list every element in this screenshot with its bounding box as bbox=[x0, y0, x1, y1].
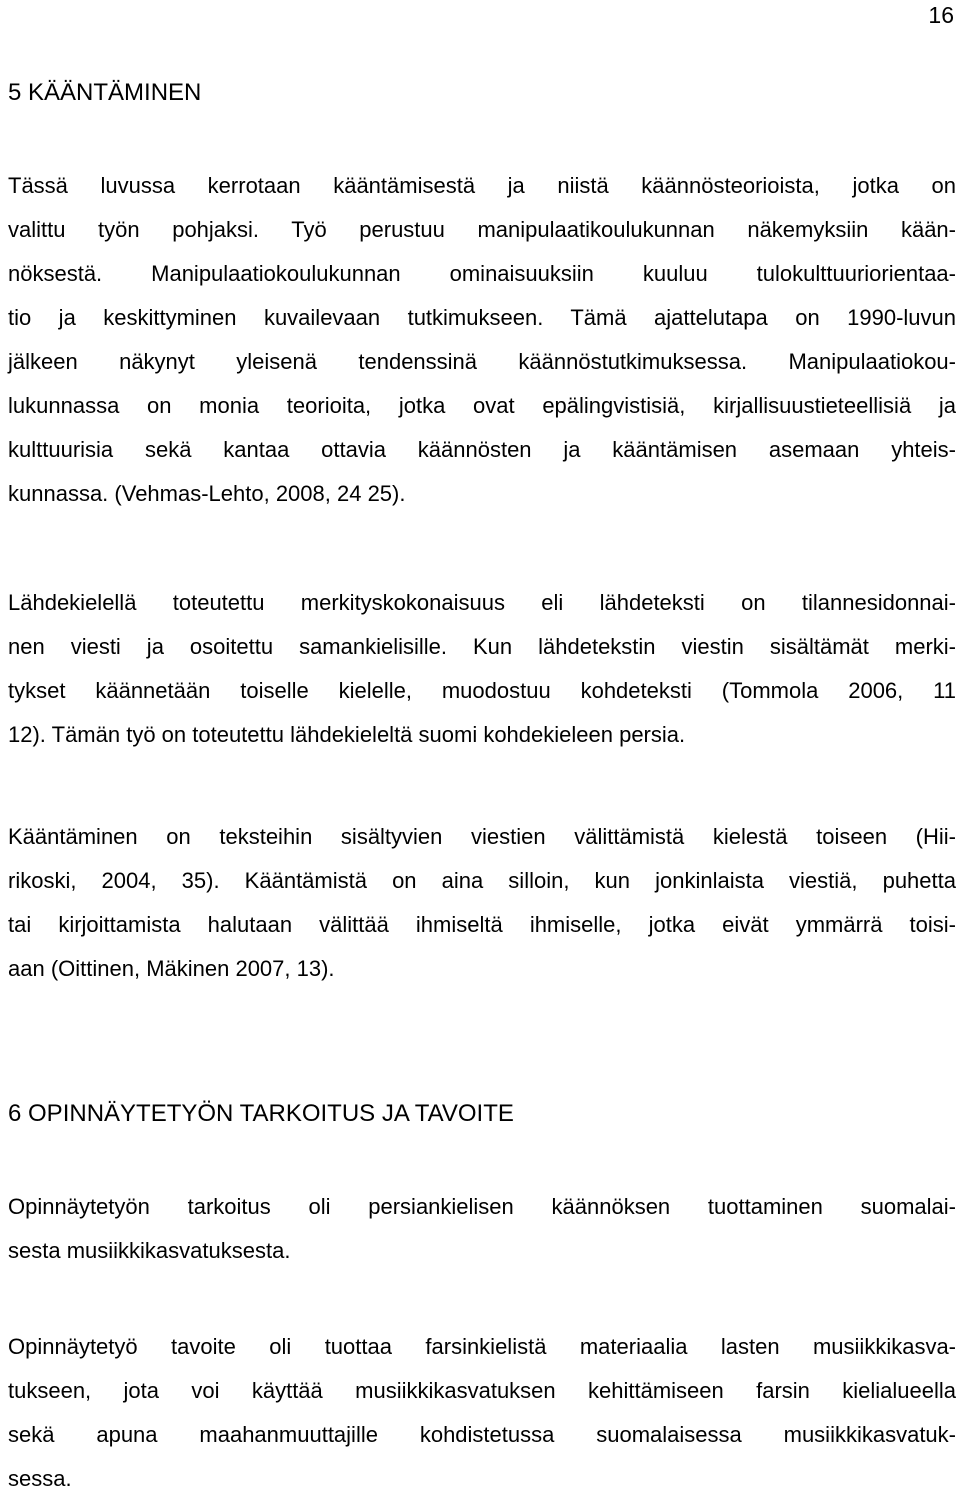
text-line: valittu työn pohjaksi. Työ perustuu manipulaatikoulukunnan näkemyksiin kään- bbox=[8, 217, 956, 242]
section-6-heading: 6 OPINNÄYTETYÖN TARKOITUS JA TAVOITE bbox=[8, 1100, 514, 1127]
text-line: Tässä luvussa kerrotaan kääntämisestä ja niistä käännösteorioista, jotka on bbox=[8, 173, 956, 198]
section-6-paragraph-1 bbox=[8, 1185, 956, 1273]
text-line: Lähdekielellä toteutettu merkityskokonaisuus eli lähdeteksti on tilannesidonnai- bbox=[8, 590, 956, 615]
text-line: sekä apuna maahanmuuttajille kohdistetussa suomalaisessa musiikkikasvatuk- bbox=[8, 1422, 956, 1447]
text-line: Kääntäminen on teksteihin sisältyvien viestien välittämistä kielestä toiseen (Hii- bbox=[8, 824, 956, 849]
text-line: tykset käännetään toiselle kielelle, muodostuu kohdeteksti (Tommola 2006, 11 bbox=[8, 678, 956, 703]
text-line: sessa. bbox=[8, 1466, 72, 1491]
text-line: tai kirjoittamista halutaan välittää ihmiseltä ihmiselle, jotka eivät ymmärrä toisi- bbox=[8, 912, 956, 937]
section-5-paragraph-1 bbox=[8, 164, 956, 516]
section-5-paragraph-2 bbox=[8, 581, 956, 757]
page-number: 16 bbox=[928, 2, 954, 28]
text-line: tio ja keskittyminen kuvailevaan tutkimukseen. Tämä ajattelutapa on 1990-luvun bbox=[8, 305, 956, 330]
text-line: kunnassa. (Vehmas-Lehto, 2008, 24 25). bbox=[8, 481, 406, 506]
text-line: Opinnäytetyö tavoite oli tuottaa farsinkielistä materiaalia lasten musiikkikasva- bbox=[8, 1334, 956, 1359]
text-line: aan (Oittinen, Mäkinen 2007, 13). bbox=[8, 956, 335, 981]
text-line: nen viesti ja osoitettu samankielisille. Kun lähdetekstin viestin sisältämät merki- bbox=[8, 634, 956, 659]
section-6-paragraph-2 bbox=[8, 1325, 956, 1501]
text-line: jälkeen näkynyt yleisenä tendenssinä käännöstutkimuksessa. Manipulaatiokou- bbox=[8, 349, 956, 374]
text-line: lukunnassa on monia teorioita, jotka ovat epälingvistisiä, kirjallisuustieteellisiä ja bbox=[8, 393, 956, 418]
text-line: 12). Tämän työ on toteutettu lähdekieleltä suomi kohdekieleen persia. bbox=[8, 722, 686, 747]
section-5-paragraph-3 bbox=[8, 815, 956, 991]
text-line: tukseen, jota voi käyttää musiikkikasvatuksen kehittämiseen farsin kielialueella bbox=[8, 1378, 956, 1403]
text-line: nöksestä. Manipulaatiokoulukunnan ominaisuuksiin kuuluu tulokulttuuriorientaa- bbox=[8, 261, 956, 286]
text-line: kulttuurisia sekä kantaa ottavia käännösten ja kääntämisen asemaan yhteis- bbox=[8, 437, 956, 462]
section-5-heading: 5 KÄÄNTÄMINEN bbox=[8, 79, 202, 106]
text-line: Opinnäytetyön tarkoitus oli persiankielisen käännöksen tuottaminen suomalai- bbox=[8, 1194, 956, 1219]
text-line: sesta musiikkikasvatuksesta. bbox=[8, 1238, 291, 1263]
text-line: rikoski, 2004, 35). Kääntämistä on aina silloin, kun jonkinlaista viestiä, puhetta bbox=[8, 868, 956, 893]
